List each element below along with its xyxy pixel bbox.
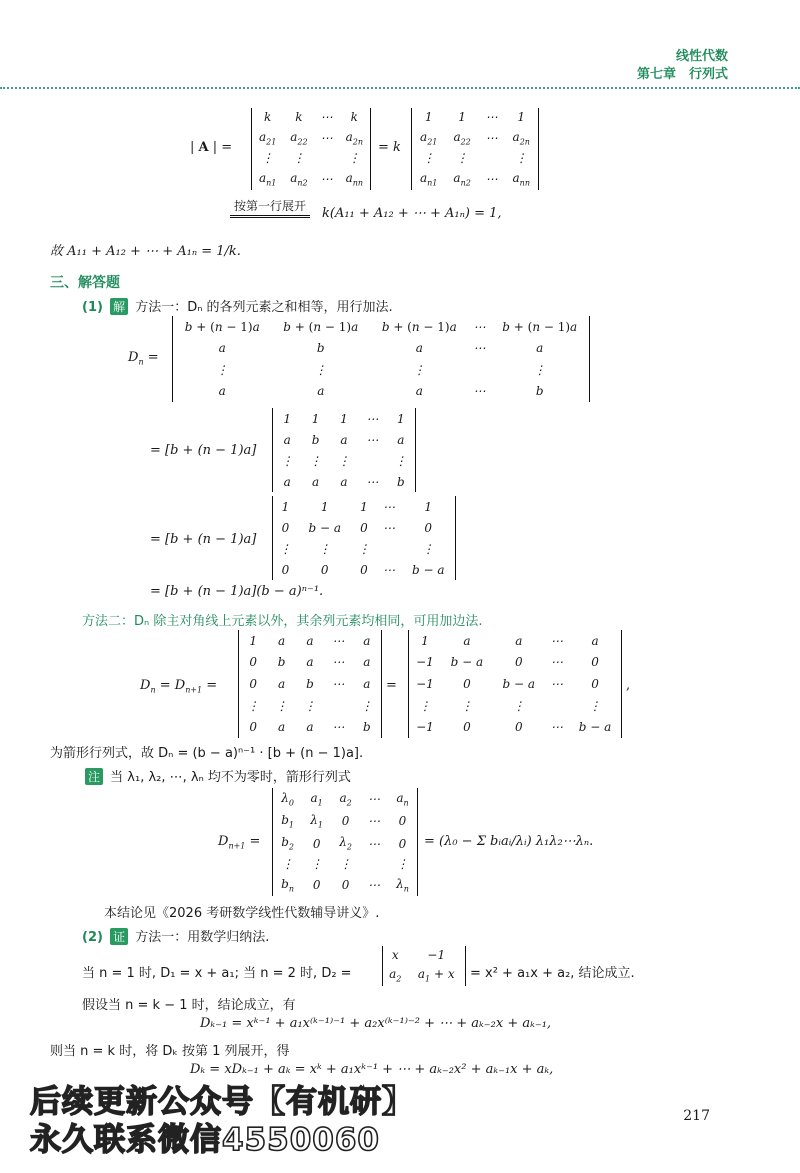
watermark-line2: 永久联系微信4550060 xyxy=(30,1122,380,1158)
eq-k: = k xyxy=(378,140,401,155)
book-title: 线性代数 xyxy=(675,49,728,64)
part2-header xyxy=(82,926,269,945)
result-method1: = [b + (n − 1)a](b − a)ⁿ⁻¹. xyxy=(150,584,324,599)
arrow-conclusion: 为箭形行列式，故 Dₙ = (b − a)ⁿ⁻¹ · [b + (n − 1)a]. xyxy=(50,746,364,761)
factor-step1: = [b + (n − 1)a] xyxy=(150,443,257,458)
method2-text xyxy=(82,610,482,629)
method1-text: 方法一：Dₙ 的各列元素之和相等，用行加法. xyxy=(135,300,393,315)
Dn-eq-Dn1: $D_n = D_{n+1}$ = xyxy=(140,678,218,695)
note-line xyxy=(82,766,351,785)
reference: 本结论见《2026 考研数学线性代数辅导讲义》. xyxy=(104,906,380,921)
matrix-arrow: 1 a a ⋯ a −1 b − a 0 ⋯ 0 −1 0 b − a ⋯ 0 ⋮ ⋮ ⋮ ⋮ −1 0 0 ⋯ b − a xyxy=(408,630,622,738)
method1-proof: 方法一：用数学归纳法. xyxy=(135,930,270,945)
watermark-line1: 后续更新公众号【有机研】 xyxy=(30,1084,414,1120)
note-tag: 注 xyxy=(85,768,103,785)
matrix-A-factored: 1 1 ⋯ 1 $a_{21}$ $a_{22}$ ⋯ $a_{2n}$ ⋮ ⋮ ⋮ $a_{n1}$ $a_{n2}$ ⋯ $a_{nn}$ xyxy=(411,108,539,190)
matrix-A: k k ⋯ k $a_{21}$ $a_{22}$ ⋯ $a_{2n}$ ⋮ ⋮ ⋮ $a_{n1}$ $a_{n2}$ ⋯ $a_{nn}$ xyxy=(251,108,371,190)
inductive-eq: Dₖ = xDₖ₋₁ + aₖ = xᵏ + a₁xᵏ⁻¹ + ⋯ + aₖ₋₂x² + aₖ₋₁x + aₖ, xyxy=(190,1062,554,1077)
part1-number: (1) xyxy=(82,300,103,315)
note-result: = (λ₀ − Σ bᵢaᵢ/λᵢ) λ₁λ₂⋯λₙ. xyxy=(424,834,594,849)
base-case: 当 n = 1 时, D₁ = x + a₁; 当 n = 2 时, D₂ = xyxy=(82,966,352,981)
expansion-result: k(A₁₁ + A₁₂ + ⋯ + A₁ₙ) = 1, xyxy=(322,206,502,221)
matrix-step2: 1 1 1 ⋯ 1 0 b − a 0 ⋯ 0 ⋮ ⋮ ⋮ ⋮ 0 0 0 ⋯ b − a xyxy=(272,496,456,580)
hypothesis: 假设当 n = k − 1 时，结论成立，有 xyxy=(82,998,296,1013)
factor-step2: = [b + (n − 1)a] xyxy=(150,532,257,547)
chapter-title: 第七章 行列式 xyxy=(636,67,728,82)
matrix-Dn: b + (n − 1)a b + (n − 1)a b + (n − 1)a ⋯ b + (n − 1)a a b a ⋯ a ⋮ ⋮ ⋮ ⋮ a a a ⋯ b xyxy=(172,316,590,402)
matrix-step1: 1 1 1 ⋯ 1 a b a ⋯ a ⋮ ⋮ ⋮ ⋮ a a a ⋯ b xyxy=(272,408,416,492)
Dn1-label: $D_{n+1}$ = xyxy=(218,834,261,851)
matrix-D2: x −1 $a_2$ $a_1 + x$ xyxy=(382,946,466,986)
inductive-step: 则当 n = k 时，将 Dₖ 按第 1 列展开，得 xyxy=(50,1044,290,1059)
expand-label: 按第一行展开 xyxy=(230,197,310,218)
proof-tag: 证 xyxy=(110,928,128,945)
part1-header xyxy=(82,296,393,315)
note-text: 当 λ₁, λ₂, ⋯, λₙ 均不为零时，箭形行列式 xyxy=(110,770,351,785)
matrix-bordered: 1 a a ⋯ a 0 b a ⋯ a 0 a b ⋯ a ⋮ ⋮ ⋮ ⋮ 0 a a ⋯ b xyxy=(238,630,382,738)
header-divider xyxy=(0,87,800,89)
section-title: 三、解答题 xyxy=(50,275,120,291)
method2-label: 方法二：Dₙ 除主对角线上元素以外，其余列元素均相同，可用加边法. xyxy=(82,614,483,629)
abs-A-label: | A | = xyxy=(190,140,233,155)
page-number: 217 xyxy=(683,1108,710,1124)
eq-sign-2: = xyxy=(386,678,397,693)
running-header xyxy=(637,48,728,84)
hypothesis-eq: Dₖ₋₁ = xᵏ⁻¹ + a₁x⁽ᵏ⁻¹⁾⁻¹ + a₂x⁽ᵏ⁻¹⁾⁻² + ⋯ + aₖ₋₂x + aₖ₋₁, xyxy=(200,1016,552,1031)
sum-cofactors: 故 A₁₁ + A₁₂ + ⋯ + A₁ₙ = 1/k. xyxy=(50,244,241,259)
solution-tag: 解 xyxy=(110,298,128,315)
matrix-arrow-general: $\lambda_0$ $a_1$ $a_2$ ⋯ $a_n$ $b_1$ $\lambda_1$ 0 ⋯ 0 $b_2$ 0 $\lambda_2$ ⋯ 0 ⋮ ⋮ ⋮ ⋮ $b_n$ 0 0 ⋯ $\lambda_n$ xyxy=(272,788,418,896)
comma: , xyxy=(626,678,631,693)
base-case-end: = x² + a₁x + a₂, 结论成立. xyxy=(470,966,635,981)
Dn-label: $D_n$ = xyxy=(128,350,159,367)
part2-number: (2) xyxy=(82,930,103,945)
